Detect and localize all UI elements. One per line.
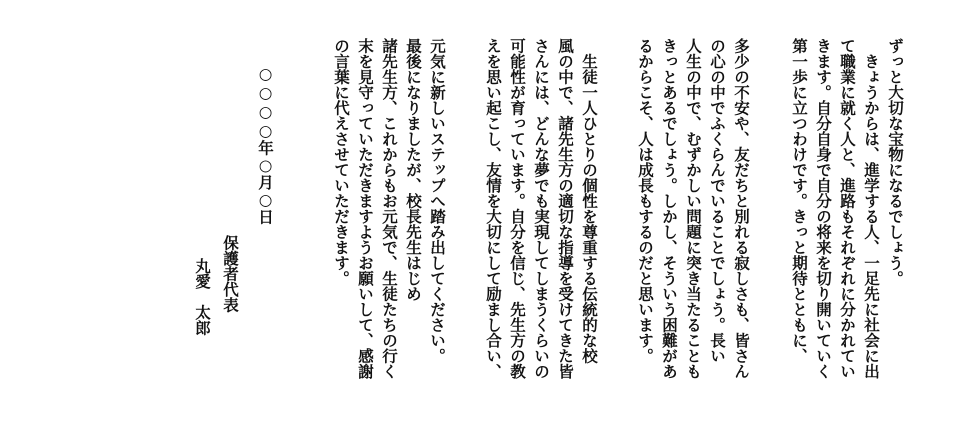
text-column-14: 可能性が育っています。自分を信じ、先生方の教 [508, 38, 527, 379]
text-column-15: えを思い起こし、友情を大切にして励まし合い、 [484, 38, 503, 379]
text-column-12: 風の中で、諸先生方の適切な指導を受けてきた皆 [556, 38, 575, 379]
signer-title: 保護者代表 [221, 235, 240, 313]
text-column-9: きっとあるでしょう。しかし、そういう困難があ [660, 38, 679, 379]
text-column-10: るからこそ、人は成長もするのだと思います。 [636, 38, 655, 364]
signer-name: 丸愛 太郎 [193, 258, 212, 336]
text-column-13: さんには、どんな夢でも実現してしまうくらいの [532, 38, 551, 379]
text-column-7: の心の中でふくらんでいることでしょう。長い [708, 38, 727, 364]
text-column-2: きょうからは、進学する人、一足先に社会に出 [862, 38, 881, 379]
text-column-18: 諸先生方、これからもお元気で、生徒たちの行く [380, 38, 399, 379]
text-column-19: 末を見守っていただきますようお願いして、感謝 [356, 38, 375, 379]
text-column-6: 多少の不安や、友だちと別れる寂しさも、皆さん [732, 38, 751, 379]
text-column-5: 第一歩に立つわけです。きっと期待とともに、 [790, 38, 809, 364]
text-column-3: て職業に就く人と、進路もそれぞれに分かれてい [838, 38, 857, 379]
text-column-11: 生徒一人ひとりの個性を尊重する伝統的な校 [580, 38, 599, 364]
text-column-17: 最後になりましたが、校長先生はじめ [404, 38, 423, 302]
text-column-8: 人生の中で、むずかしい問題に突き当たることも [684, 38, 703, 379]
letter-date: ○○○○年○月○日 [256, 64, 275, 225]
text-column-20: の言葉に代えさせていただきます。 [332, 38, 351, 286]
text-column-16: 元気に新しいステップへ踏み出してください。 [428, 38, 447, 364]
text-column-4: きます。自分自身で自分の将来を切り開いていく [814, 38, 833, 379]
text-column-1: ずっと大切な宝物になるでしょう。 [886, 38, 905, 286]
